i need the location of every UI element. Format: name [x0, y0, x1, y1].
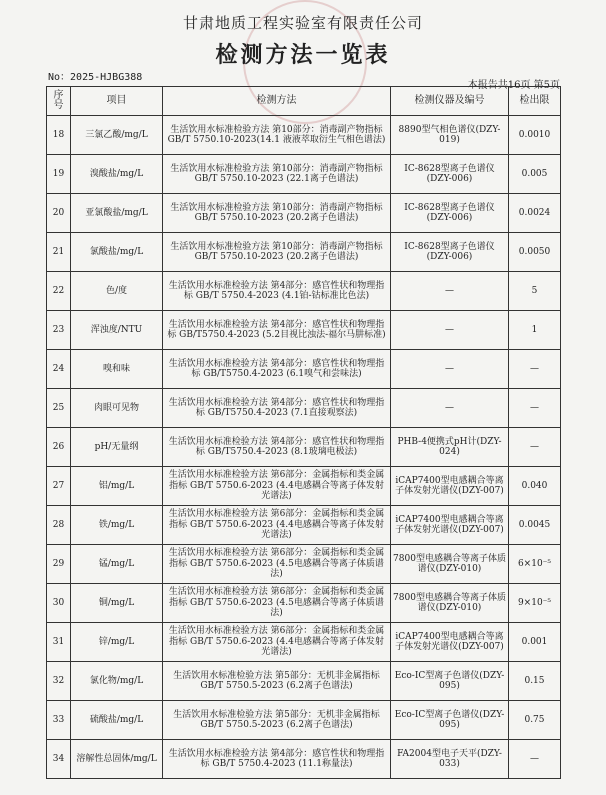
detection-limit-cell: 0.75 [509, 701, 561, 740]
row-number-cell: 31 [47, 623, 71, 662]
method-cell: 生活饮用水标准检验方法 第6部分：金属指标和类金属指标 GB/T 5750.6-2023 (4.5电感耦合等离子体质谱法) [163, 545, 391, 584]
item-name-cell: 硫酸盐/mg/L [71, 701, 163, 740]
company-name: 甘肃地质工程实验室有限责任公司 [182, 14, 423, 32]
row-number-cell: 28 [47, 506, 71, 545]
column-header-limit: 检出限 [509, 87, 561, 116]
table-row [47, 428, 561, 467]
instrument-cell: Eco-IC型离子色谱仪(DZY-095) [391, 701, 509, 740]
table-row [47, 506, 561, 545]
row-number-cell: 19 [47, 155, 71, 194]
item-name-cell: 铝/mg/L [71, 467, 163, 506]
detection-limit-cell: 0.0010 [509, 116, 561, 155]
row-number-cell: 26 [47, 428, 71, 467]
instrument-cell: iCAP7400型电感耦合等离子体发射光谱仪(DZY-007) [391, 467, 509, 506]
item-name-cell: pH/无量纲 [71, 428, 163, 467]
detection-limit-cell: 0.0045 [509, 506, 561, 545]
table-row [47, 467, 561, 506]
item-name-cell: 铁/mg/L [71, 506, 163, 545]
method-cell: 生活饮用水标准检验方法 第6部分：金属指标和类金属指标 GB/T 5750.6-2023 (4.5电感耦合等离子体质谱法) [163, 584, 391, 623]
table-row [47, 194, 561, 233]
detection-limit-cell: 0.0050 [509, 233, 561, 272]
row-number-cell: 25 [47, 389, 71, 428]
column-header-no: 序号 [47, 87, 71, 116]
instrument-cell: IC-8628型离子色谱仪(DZY-006) [391, 194, 509, 233]
method-cell: 生活饮用水标准检验方法 第4部分：感官性状和物理指标 GB/T 5750.4-2023 (11.1称量法) [163, 740, 391, 779]
method-cell: 生活饮用水标准检验方法 第10部分：消毒副产物指标 GB/T 5750.10-2023 (20.2离子色谱法) [163, 194, 391, 233]
detection-limit-cell: 9×10⁻⁵ [509, 584, 561, 623]
table-row [47, 623, 561, 662]
item-name-cell: 浑浊度/NTU [71, 311, 163, 350]
table-row [47, 740, 561, 779]
detection-limit-cell: 5 [509, 272, 561, 311]
detection-limit-cell: — [509, 428, 561, 467]
detection-limit-cell: 0.0024 [509, 194, 561, 233]
table-header-row [47, 87, 561, 116]
table-row [47, 311, 561, 350]
row-number-cell: 23 [47, 311, 71, 350]
table-row [47, 233, 561, 272]
method-cell: 生活饮用水标准检验方法 第5部分：无机非金属指标 GB/T 5750.5-2023 (6.2离子色谱法) [163, 701, 391, 740]
table-row [47, 389, 561, 428]
instrument-cell: PHB-4便携式pH计(DZY-024) [391, 428, 509, 467]
instrument-cell: iCAP7400型电感耦合等离子体发射光谱仪(DZY-007) [391, 506, 509, 545]
item-name-cell: 色/度 [71, 272, 163, 311]
method-cell: 生活饮用水标准检验方法 第6部分：金属指标和类金属指标 GB/T 5750.6-2023 (4.4电感耦合等离子体发射光谱法) [163, 467, 391, 506]
item-name-cell: 锌/mg/L [71, 623, 163, 662]
detection-limit-cell: 0.005 [509, 155, 561, 194]
item-name-cell: 肉眼可见物 [71, 389, 163, 428]
row-number-cell: 33 [47, 701, 71, 740]
column-header-instrument: 检测仪器及编号 [391, 87, 509, 116]
row-number-cell: 34 [47, 740, 71, 779]
item-name-cell: 溴酸盐/mg/L [71, 155, 163, 194]
page-title: 检测方法一览表 [215, 42, 391, 68]
column-header-item: 项目 [71, 87, 163, 116]
row-number-cell: 18 [47, 116, 71, 155]
method-cell: 生活饮用水标准检验方法 第6部分：金属指标和类金属指标 GB/T 5750.6-2023 (4.4电感耦合等离子体发射光谱法) [163, 506, 391, 545]
instrument-cell: IC-8628型离子色谱仪(DZY-006) [391, 155, 509, 194]
detection-limit-cell: 1 [509, 311, 561, 350]
detection-limit-cell: 0.001 [509, 623, 561, 662]
item-name-cell: 三氯乙酸/mg/L [71, 116, 163, 155]
method-cell: 生活饮用水标准检验方法 第4部分：感官性状和物理指标 GB/T5750.4-2023 (5.2目视比浊法-福尔马肼标准) [163, 311, 391, 350]
method-cell: 生活饮用水标准检验方法 第5部分：无机非金属指标 GB/T 5750.5-2023 (6.2离子色谱法) [163, 662, 391, 701]
report-number: No：2025-HJBG388 [48, 72, 143, 83]
row-number-cell: 27 [47, 467, 71, 506]
method-cell: 生活饮用水标准检验方法 第4部分：感官性状和物理指标 GB/T5750.4-2023 (7.1直接观察法) [163, 389, 391, 428]
row-number-cell: 29 [47, 545, 71, 584]
instrument-cell: — [391, 389, 509, 428]
item-name-cell: 溶解性总固体/mg/L [71, 740, 163, 779]
table-row [47, 272, 561, 311]
table-row [47, 116, 561, 155]
row-number-cell: 32 [47, 662, 71, 701]
row-number-cell: 22 [47, 272, 71, 311]
table-row [47, 350, 561, 389]
row-number-cell: 24 [47, 350, 71, 389]
instrument-cell: — [391, 311, 509, 350]
instrument-cell: — [391, 272, 509, 311]
table-row [47, 545, 561, 584]
row-number-cell: 20 [47, 194, 71, 233]
instrument-cell: 8890型气相色谱仪(DZY-019) [391, 116, 509, 155]
table-body [47, 116, 561, 779]
detection-limit-cell: — [509, 740, 561, 779]
item-name-cell: 嗅和味 [71, 350, 163, 389]
table-row [47, 155, 561, 194]
instrument-cell: IC-8628型离子色谱仪(DZY-006) [391, 233, 509, 272]
method-cell: 生活饮用水标准检验方法 第4部分：感官性状和物理指标 GB/T5750.4-2023 (8.1玻璃电极法) [163, 428, 391, 467]
item-name-cell: 氯化物/mg/L [71, 662, 163, 701]
detection-limit-cell: — [509, 350, 561, 389]
instrument-cell: 7800型电感耦合等离子体质谱仪(DZY-010) [391, 545, 509, 584]
table-row [47, 701, 561, 740]
column-header-method: 检测方法 [163, 87, 391, 116]
detection-limit-cell: — [509, 389, 561, 428]
row-number-cell: 30 [47, 584, 71, 623]
detection-limit-cell: 6×10⁻⁵ [509, 545, 561, 584]
page-info: 本报告共16页 第5页 [467, 80, 560, 91]
instrument-cell: iCAP7400型电感耦合等离子体发射光谱仪(DZY-007) [391, 623, 509, 662]
table-row [47, 662, 561, 701]
instrument-cell: 7800型电感耦合等离子体质谱仪(DZY-010) [391, 584, 509, 623]
method-cell: 生活饮用水标准检验方法 第10部分：消毒副产物指标 GB/T 5750.10-2023(14.1 液液萃取衍生气相色谱法) [163, 116, 391, 155]
item-name-cell: 铜/mg/L [71, 584, 163, 623]
instrument-cell: — [391, 350, 509, 389]
detection-limit-cell: 0.15 [509, 662, 561, 701]
instrument-cell: FA2004型电子天平(DZY-033) [391, 740, 509, 779]
methods-table [46, 86, 561, 779]
method-cell: 生活饮用水标准检验方法 第10部分：消毒副产物指标 GB/T 5750.10-2023 (22.1离子色谱法) [163, 155, 391, 194]
method-cell: 生活饮用水标准检验方法 第6部分：金属指标和类金属指标 GB/T 5750.6-2023 (4.4电感耦合等离子体发射光谱法) [163, 623, 391, 662]
item-name-cell: 氯酸盐/mg/L [71, 233, 163, 272]
instrument-cell: Eco-IC型离子色谱仪(DZY-095) [391, 662, 509, 701]
method-cell: 生活饮用水标准检验方法 第10部分：消毒副产物指标 GB/T 5750.10-2023 (20.2离子色谱法) [163, 233, 391, 272]
method-cell: 生活饮用水标准检验方法 第4部分：感官性状和物理指标 GB/T 5750.4-2023 (4.1铂-钴标准比色法) [163, 272, 391, 311]
method-cell: 生活饮用水标准检验方法 第4部分：感官性状和物理指标 GB/T5750.4-2023 (6.1嗅气和尝味法) [163, 350, 391, 389]
row-number-cell: 21 [47, 233, 71, 272]
table-row [47, 584, 561, 623]
item-name-cell: 锰/mg/L [71, 545, 163, 584]
item-name-cell: 亚氯酸盐/mg/L [71, 194, 163, 233]
detection-limit-cell: 0.040 [509, 467, 561, 506]
